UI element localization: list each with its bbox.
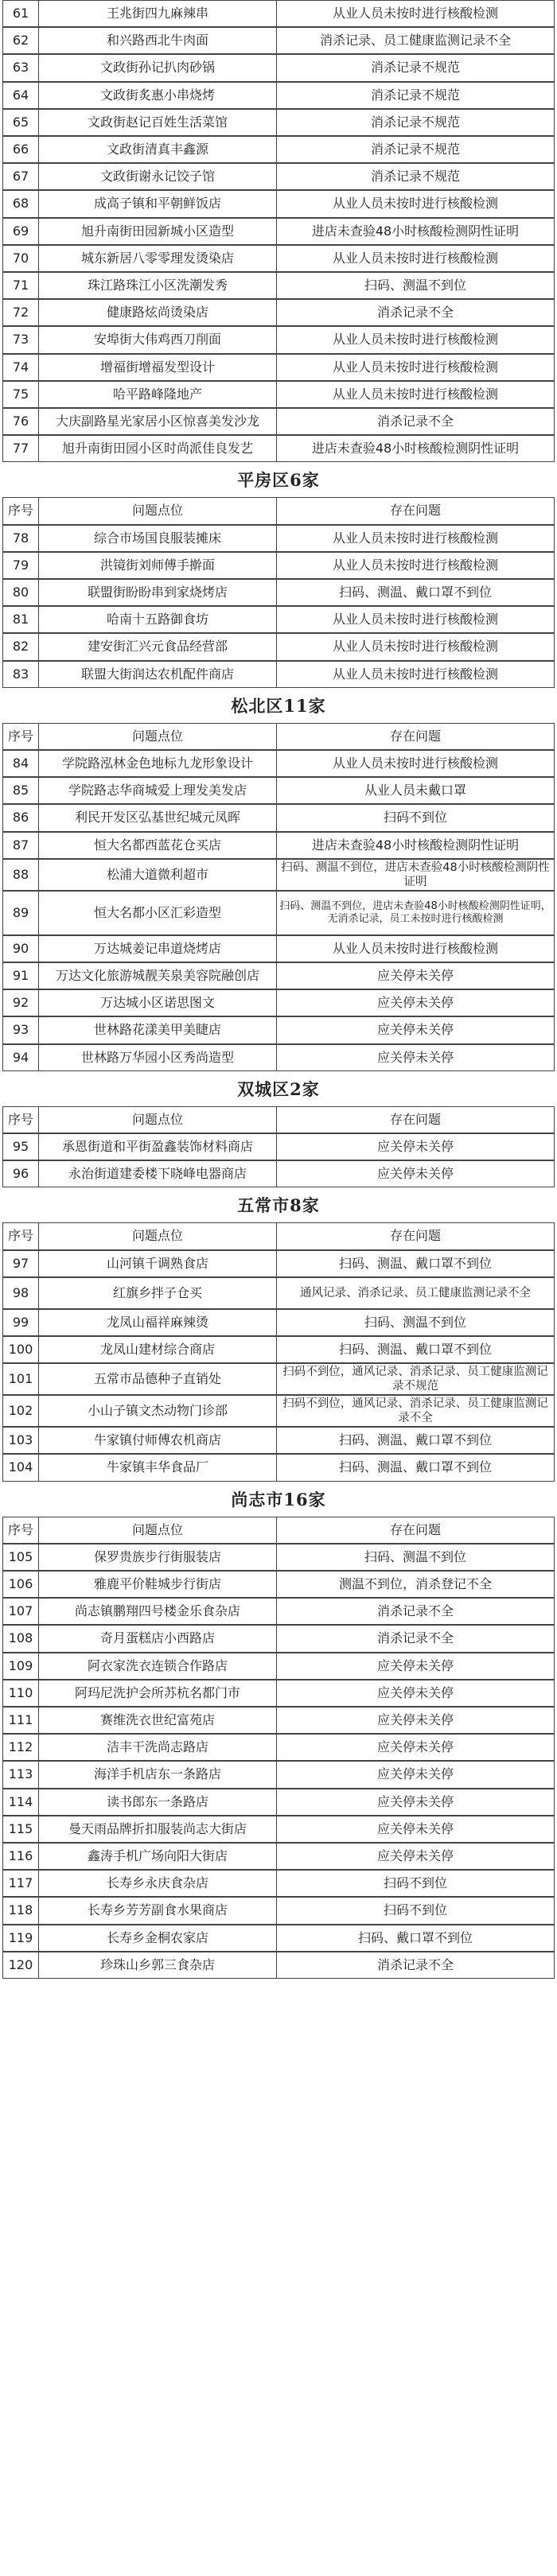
row-number: 81 <box>2 606 39 633</box>
row-location: 世林路万华园小区秀尚造型 <box>38 1044 277 1071</box>
row-problem: 应关停未关停 <box>276 1016 555 1043</box>
row-location: 旭升南街田园新城小区造型 <box>38 218 277 245</box>
row-number: 98 <box>2 1277 39 1309</box>
row-problem: 扫码、测温不到位 <box>276 1544 555 1571</box>
row-number: 64 <box>2 82 39 109</box>
row-problem: 从业人员未按时进行核酸检测 <box>276 525 555 552</box>
row-location: 万达城小区诺思图文 <box>38 989 277 1016</box>
row-location: 五常市品德种子直销处 <box>38 1363 277 1395</box>
row-location: 珍珠山乡郭三食杂店 <box>38 1952 277 1979</box>
row-number: 95 <box>2 1133 39 1160</box>
row-problem: 应关停未关停 <box>276 1653 555 1680</box>
row-number: 76 <box>2 408 39 435</box>
row-problem: 扫码、测温、戴口罩不到位 <box>276 579 555 606</box>
row-location: 安埠街大伟鸡西刀削面 <box>38 326 277 353</box>
row-location: 长寿乡永庆食杂店 <box>38 1870 277 1897</box>
row-location: 承恩街道和平街盈鑫装饰材料商店 <box>38 1133 277 1160</box>
row-location: 保罗贵族步行街服装店 <box>38 1544 277 1571</box>
column-header-problem: 存在问题 <box>276 1517 555 1544</box>
row-problem: 扫码、测温不到位 <box>276 1309 555 1336</box>
row-location: 哈平路峰隆地产 <box>38 381 277 408</box>
row-number: 114 <box>2 1789 39 1816</box>
column-header-location: 问题点位 <box>38 723 277 750</box>
row-location: 文政街炙惠小串烧烤 <box>38 82 277 109</box>
row-number: 102 <box>2 1395 39 1427</box>
row-number: 100 <box>2 1336 39 1363</box>
row-problem: 从业人员未按时进行核酸检测 <box>276 245 555 272</box>
row-number: 87 <box>2 832 39 859</box>
row-problem: 消杀记录不全 <box>276 1625 555 1652</box>
row-problem: 消杀记录不规范 <box>276 82 555 109</box>
row-location: 成高子镇和平朝鲜饭店 <box>38 190 277 217</box>
row-location: 珠江路珠江小区洗潮发秀 <box>38 272 277 299</box>
row-location: 王兆街四九麻辣串 <box>38 0 277 27</box>
row-problem: 消杀记录不规范 <box>276 54 555 81</box>
row-location: 牛家镇丰华食品厂 <box>38 1454 277 1481</box>
row-number: 69 <box>2 218 39 245</box>
row-location: 雅鹿平价鞋城步行街店 <box>38 1571 277 1598</box>
row-problem: 从业人员未按时进行核酸检测 <box>276 0 555 27</box>
row-number: 74 <box>2 354 39 381</box>
row-problem: 从业人员未按时进行核酸检测 <box>276 633 555 660</box>
row-problem: 扫码、戴口罩不到位 <box>276 1925 555 1952</box>
row-location: 鑫涛手机广场向阳大街店 <box>38 1843 277 1870</box>
row-location: 山河镇千调熟食店 <box>38 1250 277 1277</box>
row-number: 91 <box>2 962 39 989</box>
row-problem: 消杀记录不全 <box>276 408 555 435</box>
row-location: 奇月蛋糕店小西路店 <box>38 1625 277 1652</box>
row-problem: 通风记录、消杀记录、员工健康监测记录不全 <box>276 1277 555 1309</box>
row-location: 小山子镇文杰动物门诊部 <box>38 1395 277 1427</box>
row-location: 万达文化旅游城靓芙泉美容院融创店 <box>38 962 277 989</box>
row-number: 80 <box>2 579 39 606</box>
column-header-location: 问题点位 <box>38 1222 277 1249</box>
row-location: 海洋手机店东一条路店 <box>38 1761 277 1788</box>
row-problem: 扫码、测温、戴口罩不到位 <box>276 1250 555 1277</box>
section-title: 平房区6家 <box>237 470 320 491</box>
row-problem: 应关停未关停 <box>276 1133 555 1160</box>
row-number: 77 <box>2 435 39 462</box>
row-number: 84 <box>2 750 39 777</box>
section-title: 双城区2家 <box>237 1078 320 1099</box>
row-number: 101 <box>2 1363 39 1395</box>
row-problem: 应关停未关停 <box>276 1843 555 1870</box>
row-problem: 扫码、测温不到位，进店未查验48小时核酸检测阴性证明 <box>276 859 555 891</box>
row-problem: 消杀记录不全 <box>276 299 555 326</box>
row-number: 65 <box>2 109 39 136</box>
row-problem: 从业人员未按时进行核酸检测 <box>276 661 555 688</box>
row-location: 和兴路西北牛肉面 <box>38 27 277 54</box>
row-location: 龙凤山福祥麻辣烫 <box>38 1309 277 1336</box>
row-problem: 扫码、测温、戴口罩不到位 <box>276 1454 555 1481</box>
row-location: 尚志镇鹏翔四号楼金乐食杂店 <box>38 1598 277 1625</box>
row-problem: 扫码不到位 <box>276 804 555 831</box>
row-location: 洁丰干洗尚志路店 <box>38 1734 277 1761</box>
row-number: 112 <box>2 1734 39 1761</box>
row-number: 119 <box>2 1925 39 1952</box>
column-header-problem: 存在问题 <box>276 1222 555 1249</box>
row-number: 117 <box>2 1870 39 1897</box>
row-location: 学院路泓林金色地标九龙形象设计 <box>38 750 277 777</box>
row-problem: 从业人员未按时进行核酸检测 <box>276 190 555 217</box>
row-location: 文政街孙记扒肉砂锅 <box>38 54 277 81</box>
row-problem: 扫码不到位，通风记录、消杀记录、员工健康监测记录不全 <box>276 1395 555 1427</box>
row-number: 82 <box>2 633 39 660</box>
row-problem: 从业人员未按时进行核酸检测 <box>276 750 555 777</box>
row-problem: 进店未查验48小时核酸检测阴性证明 <box>276 218 555 245</box>
row-location: 建安街汇兴元食品经营部 <box>38 633 277 660</box>
row-number: 116 <box>2 1843 39 1870</box>
row-number: 96 <box>2 1160 39 1187</box>
row-location: 旭升南街田园小区时尚派佳良发艺 <box>38 435 277 462</box>
row-number: 67 <box>2 163 39 190</box>
row-location: 牛家镇付师傅农机商店 <box>38 1427 277 1454</box>
row-location: 利民开发区弘基世纪城元凤晖 <box>38 804 277 831</box>
row-location: 曼天雨品牌折扣服装尚志大街店 <box>38 1816 277 1843</box>
row-problem: 消杀记录不全 <box>276 1952 555 1979</box>
row-number: 115 <box>2 1816 39 1843</box>
column-header-index: 序号 <box>2 1222 39 1249</box>
row-problem: 从业人员未按时进行核酸检测 <box>276 326 555 353</box>
column-header-location: 问题点位 <box>38 1106 277 1133</box>
row-location: 红旗乡拌子仓买 <box>38 1277 277 1309</box>
row-number: 97 <box>2 1250 39 1277</box>
row-problem: 消杀记录、员工健康监测记录不全 <box>276 27 555 54</box>
row-number: 75 <box>2 381 39 408</box>
row-problem: 应关停未关停 <box>276 1789 555 1816</box>
column-header-problem: 存在问题 <box>276 723 555 750</box>
row-number: 72 <box>2 299 39 326</box>
row-location: 龙凤山建材综合商店 <box>38 1336 277 1363</box>
row-problem: 扫码、测温、戴口罩不到位 <box>276 1336 555 1363</box>
row-problem: 扫码、测温、戴口罩不到位 <box>276 1427 555 1454</box>
row-number: 118 <box>2 1897 39 1924</box>
row-problem: 应关停未关停 <box>276 1044 555 1071</box>
row-problem: 应关停未关停 <box>276 1160 555 1187</box>
row-location: 恒大名都小区汇彩造型 <box>38 891 277 935</box>
row-location: 阿玛尼洗护会所苏杭名都门市 <box>38 1680 277 1707</box>
row-location: 长寿乡金桐农家店 <box>38 1925 277 1952</box>
row-number: 92 <box>2 989 39 1016</box>
row-number: 88 <box>2 859 39 891</box>
row-problem: 应关停未关停 <box>276 1680 555 1707</box>
row-location: 世林路花漾美甲美睫店 <box>38 1016 277 1043</box>
row-number: 110 <box>2 1680 39 1707</box>
row-problem: 从业人员未按时进行核酸检测 <box>276 935 555 962</box>
row-number: 89 <box>2 891 39 935</box>
row-location: 哈南十五路御食坊 <box>38 606 277 633</box>
row-number: 108 <box>2 1625 39 1652</box>
row-number: 86 <box>2 804 39 831</box>
row-number: 90 <box>2 935 39 962</box>
row-location: 大庆副路星光家居小区惊喜美发沙龙 <box>38 408 277 435</box>
row-problem: 应关停未关停 <box>276 1734 555 1761</box>
row-location: 城东新居八零零理发烫染店 <box>38 245 277 272</box>
row-number: 70 <box>2 245 39 272</box>
row-problem: 扫码不到位 <box>276 1897 555 1924</box>
column-header-problem: 存在问题 <box>276 1106 555 1133</box>
row-problem: 测温不到位，消杀登记不全 <box>276 1571 555 1598</box>
row-problem: 从业人员未按时进行核酸检测 <box>276 552 555 579</box>
row-number: 78 <box>2 525 39 552</box>
row-problem: 应关停未关停 <box>276 962 555 989</box>
row-problem: 从业人员未按时进行核酸检测 <box>276 354 555 381</box>
row-problem: 应关停未关停 <box>276 1816 555 1843</box>
column-header-location: 问题点位 <box>38 1517 277 1544</box>
row-problem: 应关停未关停 <box>276 1707 555 1734</box>
row-location: 增福街增福发型设计 <box>38 354 277 381</box>
section-title: 松北区11家 <box>231 695 326 716</box>
row-location: 读书郎东一条路店 <box>38 1789 277 1816</box>
row-number: 105 <box>2 1544 39 1571</box>
section-title: 五常市8家 <box>237 1195 320 1216</box>
row-number: 63 <box>2 54 39 81</box>
row-number: 93 <box>2 1016 39 1043</box>
row-problem: 扫码不到位 <box>276 1870 555 1897</box>
column-header-location: 问题点位 <box>38 497 277 524</box>
row-number: 85 <box>2 777 39 804</box>
row-location: 联盟大街润达农机配件商店 <box>38 661 277 688</box>
row-location: 联盟街盼盼串到家烧烤店 <box>38 579 277 606</box>
row-number: 109 <box>2 1653 39 1680</box>
row-problem: 消杀记录不规范 <box>276 136 555 163</box>
row-problem: 从业人员未戴口罩 <box>276 777 555 804</box>
row-number: 62 <box>2 27 39 54</box>
column-header-index: 序号 <box>2 1517 39 1544</box>
row-number: 66 <box>2 136 39 163</box>
row-problem: 消杀记录不全 <box>276 1598 555 1625</box>
row-location: 永治街道建委楼下晓峰电器商店 <box>38 1160 277 1187</box>
row-number: 79 <box>2 552 39 579</box>
row-number: 83 <box>2 661 39 688</box>
row-location: 长寿乡芳芳副食水果商店 <box>38 1897 277 1924</box>
row-location: 阿衣家洗衣连锁合作路店 <box>38 1653 277 1680</box>
row-problem: 从业人员未按时进行核酸检测 <box>276 381 555 408</box>
row-problem: 从业人员未按时进行核酸检测 <box>276 606 555 633</box>
row-location: 恒大名都西蓝花仓买店 <box>38 832 277 859</box>
row-problem: 应关停未关停 <box>276 989 555 1016</box>
row-number: 94 <box>2 1044 39 1071</box>
row-location: 赛维洗衣世纪富苑店 <box>38 1707 277 1734</box>
row-location: 学院路志华商城爱上理发美发店 <box>38 777 277 804</box>
row-location: 洪镜街刘师傅手擀面 <box>38 552 277 579</box>
row-location: 文政街清真丰鑫源 <box>38 136 277 163</box>
row-number: 68 <box>2 190 39 217</box>
row-number: 120 <box>2 1952 39 1979</box>
row-number: 103 <box>2 1427 39 1454</box>
row-problem: 消杀记录不规范 <box>276 109 555 136</box>
row-problem: 应关停未关停 <box>276 1761 555 1788</box>
row-problem: 扫码不到位，通风记录、消杀记录、员工健康监测记录不规范 <box>276 1363 555 1395</box>
row-number: 113 <box>2 1761 39 1788</box>
section-title: 尚志市16家 <box>231 1489 326 1509</box>
row-location: 松浦大道微利超市 <box>38 859 277 891</box>
row-problem: 扫码、测温不到位 <box>276 272 555 299</box>
row-location: 万达城姜记串道烧烤店 <box>38 935 277 962</box>
row-number: 104 <box>2 1454 39 1481</box>
column-header-index: 序号 <box>2 723 39 750</box>
column-header-index: 序号 <box>2 1106 39 1133</box>
row-location: 文政街赵记百姓生活菜馆 <box>38 109 277 136</box>
column-header-problem: 存在问题 <box>276 497 555 524</box>
row-number: 107 <box>2 1598 39 1625</box>
row-problem: 进店未查验48小时核酸检测阴性证明 <box>276 435 555 462</box>
row-problem: 扫码、测温不到位，进店未查验48小时核酸检测阴性证明，无消杀记录，员工未按时进行核酸检测 <box>276 891 555 935</box>
row-number: 61 <box>2 0 39 27</box>
row-problem: 进店未查验48小时核酸检测阴性证明 <box>276 832 555 859</box>
row-location: 健康路炫尚烫染店 <box>38 299 277 326</box>
row-location: 文政街谢永记饺子馆 <box>38 163 277 190</box>
column-header-index: 序号 <box>2 497 39 524</box>
row-number: 99 <box>2 1309 39 1336</box>
row-location: 综合市场国良服装摊床 <box>38 525 277 552</box>
row-number: 111 <box>2 1707 39 1734</box>
row-number: 71 <box>2 272 39 299</box>
row-number: 73 <box>2 326 39 353</box>
row-problem: 消杀记录不规范 <box>276 163 555 190</box>
row-number: 106 <box>2 1571 39 1598</box>
